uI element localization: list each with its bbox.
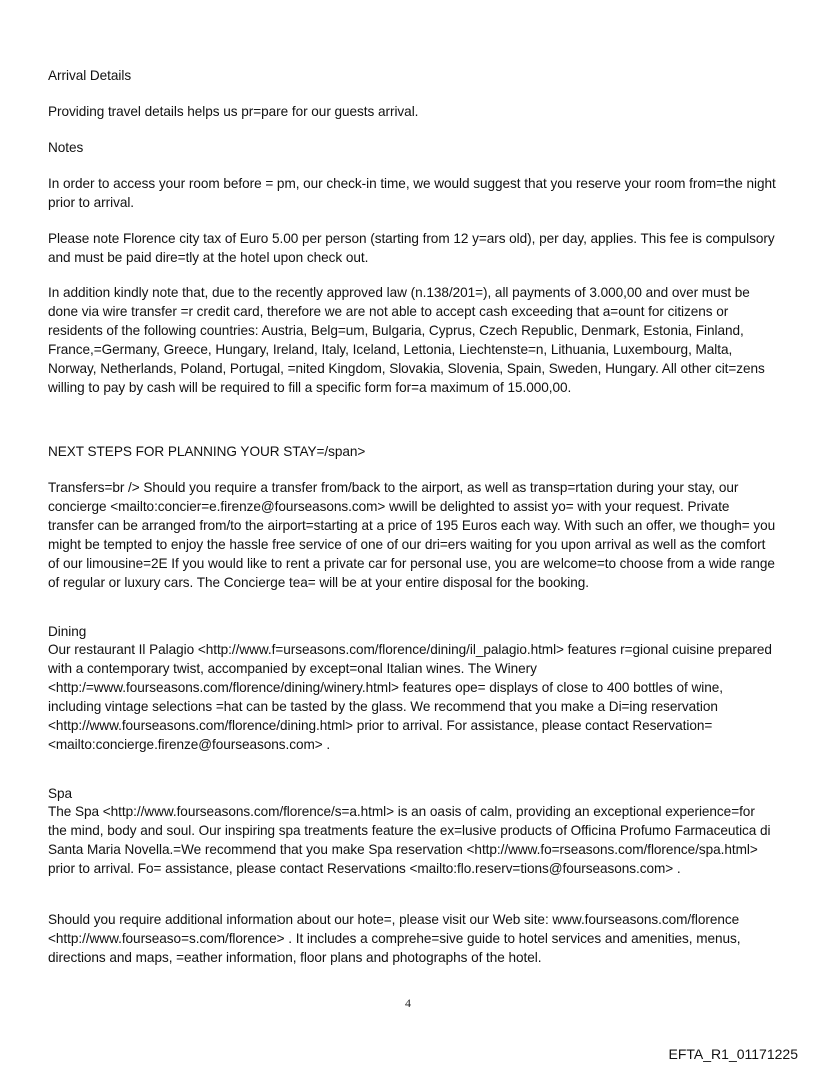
additional-info-paragraph: Should you require additional information about our hote=, please visit our Web site: www.fourseasons.com/florence <http://www.fourseaso=s.com/florence> . It includes a comprehe=sive guide to hotel services and amenities, menus, directions and maps, =eather information, floor plans and photographs of the hotel. [48, 912, 741, 965]
notes-heading: Notes [48, 140, 84, 155]
notes-paragraph-city-tax: Please note Florence city tax of Euro 5.00 per person (starting from 12 y=ars old), per day, applies. This fee is compulsory and must be paid dire=tly at the hotel upon check out. [48, 231, 775, 265]
spa-heading: Spa [48, 786, 73, 801]
arrival-heading: Arrival Details [48, 68, 132, 83]
dining-paragraph: Our restaurant Il Palagio <http://www.f=urseasons.com/florence/dining/il_palagio.html> features r=gional cuisine prepared with a contemporary twist, accompanied by except=onal Italian wines. The Winery <http:/=www.fourseasons.com/florence/dining/winery.html> features ope= displays of close to 400 bottles of wine, including vintage selections =hat can be tasted by the glass. We recommend that you make a Di=ing reservation <http://www.fourseasons.com/florence/dining.html> prior to arrival. For assistance, please contact Reservation= <mailto:concierge.firenze@fourseasons.com> . [48, 642, 772, 752]
bates-number: EFTA_R1_01171225 [668, 1046, 798, 1062]
notes-paragraph-payment-law: In addition kindly note that, due to the recently approved law (n.138/201=), all payments of 3.000,00 and over must be done via wire transfer =r credit card, therefore we are not able to accept cash exceeding that a=ount for citizens or residents of the following countries: Austria, Belg=um, Bulgaria, Cyprus, Czech Republic, Denmark, Estonia, Finland, France,=Germany, Greece, Hungary, Ireland, Italy, Iceland, Lettonia, Liechtenste=n, Lithuania, Luxembourg, Malta, Norway, Netherlands, Poland, Portugal, =nited Kingdom, Slovakia, Slovenia, Spain, Sweden, Hungary. All other cit=zens willing to pay by cash will be required to fill a specific form for=a maximum of 15.000,00. [48, 285, 765, 395]
arrival-text: Providing travel details helps us pr=pare for our guests arrival. [48, 104, 419, 119]
page-number: 4 [405, 996, 411, 1010]
dining-heading: Dining [48, 624, 87, 639]
spa-paragraph: The Spa <http://www.fourseasons.com/florence/s=a.html> is an oasis of calm, providing an exceptional experience=for the mind, body and soul. Our inspiring spa treatments feature the ex=lusive products of Officina Profumo Farmaceutica di Santa Maria Novella.=We recommend that you make Spa reservation <http://www.fo=rseasons.com/florence/spa.html> prior to arrival. Fo= assistance, please contact Reservations <mailto:flo.reserv=tions@fourseasons.com> . [48, 804, 771, 876]
transfers-paragraph: Transfers=br /> Should you require a transfer from/back to the airport, as well as transp=rtation during your stay, our concierge <mailto:concier=e.firenze@fourseasons.com> wwill be delighted to assist yo= with your request. Private transfer can be arranged from/to the airport=starting at a price of 195 Euros each way. With such an offer, we though= you might be tempted to enjoy the hassle free service of one of our dri=ers waiting for you upon arrival as well as the comfort of our limousine=2E If you would like to rent a private car for personal use, you are welcome=to choose from a wide range of regular or luxury cars. The Concierge tea= will be at your entire disposal for the booking. [48, 480, 776, 590]
next-steps-heading: NEXT STEPS FOR PLANNING YOUR STAY=/span> [48, 444, 366, 459]
notes-paragraph-checkin: In order to access your room before = pm, our check-in time, we would suggest that you reserve your room from=the night prior to arrival. [48, 176, 776, 210]
